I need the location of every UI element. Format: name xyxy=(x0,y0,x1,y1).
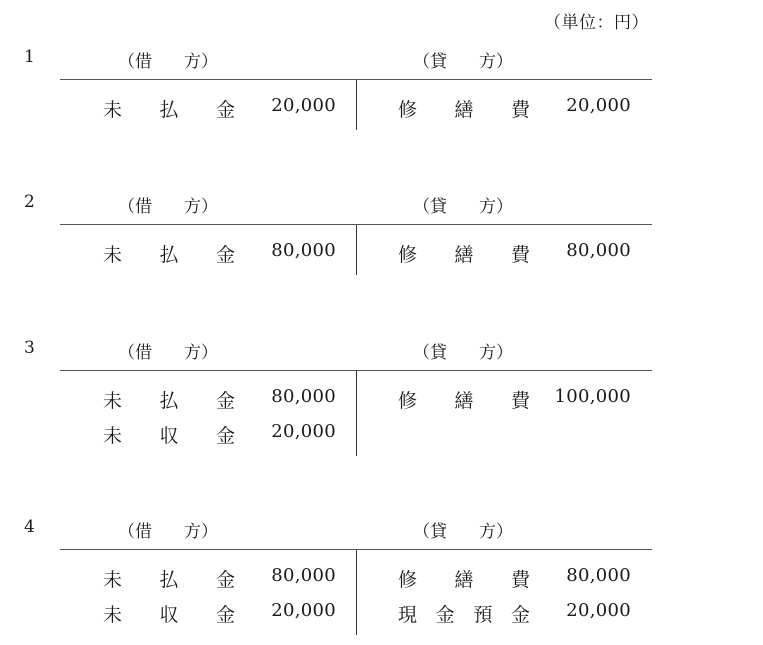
debit-account xyxy=(103,421,235,448)
account-char: 未 xyxy=(103,244,123,266)
account-char: 払 xyxy=(159,99,179,121)
credit-account xyxy=(398,95,530,122)
credit-header-part: 方） xyxy=(479,522,513,542)
debit-header-part: 方） xyxy=(184,522,218,542)
account-char: 費 xyxy=(510,99,530,121)
debit-header xyxy=(118,192,218,217)
credit-amount: 20,000 xyxy=(566,600,631,621)
entry-number: 4 xyxy=(24,517,35,537)
column-divider xyxy=(356,80,357,130)
debit-amount: 20,000 xyxy=(271,600,336,621)
account-char: 金 xyxy=(510,604,530,626)
account-char: 金 xyxy=(215,390,235,412)
account-char: 繕 xyxy=(454,390,474,412)
account-char: 預 xyxy=(473,604,493,626)
account-char: 繕 xyxy=(454,99,474,121)
credit-header-part: 方） xyxy=(479,52,513,72)
account-char: 現 xyxy=(398,604,418,626)
debit-amount: 20,000 xyxy=(271,421,336,442)
debit-header-part: 方） xyxy=(184,197,218,217)
entry-number: 1 xyxy=(24,47,35,67)
account-char: 費 xyxy=(510,569,530,591)
debit-amount: 80,000 xyxy=(271,386,336,407)
account-char: 未 xyxy=(103,99,123,121)
credit-header-part: （貸 xyxy=(413,52,447,72)
credit-header xyxy=(413,47,513,72)
debit-header-part: （借 xyxy=(118,343,152,363)
column-divider xyxy=(356,225,357,275)
debit-header-part: （借 xyxy=(118,52,152,72)
credit-amount: 80,000 xyxy=(566,565,631,586)
credit-account xyxy=(398,565,530,592)
account-char: 費 xyxy=(510,244,530,266)
debit-header-part: 方） xyxy=(184,343,218,363)
credit-header xyxy=(413,517,513,542)
account-char: 修 xyxy=(398,390,418,412)
credit-header xyxy=(413,338,513,363)
debit-account xyxy=(103,600,235,627)
account-char: 修 xyxy=(398,244,418,266)
account-char: 未 xyxy=(103,425,123,447)
debit-header-part: （借 xyxy=(118,522,152,542)
debit-amount: 80,000 xyxy=(271,240,336,261)
credit-amount: 80,000 xyxy=(566,240,631,261)
debit-header-part: 方） xyxy=(184,52,218,72)
account-char: 未 xyxy=(103,604,123,626)
credit-header-part: 方） xyxy=(479,197,513,217)
account-char: 金 xyxy=(435,604,455,626)
account-char: 払 xyxy=(159,569,179,591)
account-char: 繕 xyxy=(454,569,474,591)
credit-account xyxy=(398,240,530,267)
entry-number: 2 xyxy=(24,192,35,212)
account-char: 収 xyxy=(159,604,179,626)
debit-header-part: （借 xyxy=(118,197,152,217)
account-char: 金 xyxy=(215,99,235,121)
account-char: 金 xyxy=(215,244,235,266)
unit-label: （単位：円） xyxy=(544,13,649,33)
credit-amount: 100,000 xyxy=(554,386,631,407)
debit-amount: 20,000 xyxy=(271,95,336,116)
account-char: 未 xyxy=(103,569,123,591)
account-char: 金 xyxy=(215,425,235,447)
debit-account xyxy=(103,240,235,267)
entry-number: 3 xyxy=(24,338,35,358)
account-char: 費 xyxy=(510,390,530,412)
credit-header-part: （貸 xyxy=(413,197,447,217)
account-char: 繕 xyxy=(454,244,474,266)
debit-amount: 80,000 xyxy=(271,565,336,586)
credit-header-part: （貸 xyxy=(413,343,447,363)
account-char: 金 xyxy=(215,604,235,626)
credit-header-part: （貸 xyxy=(413,522,447,542)
debit-header xyxy=(118,517,218,542)
account-char: 未 xyxy=(103,390,123,412)
debit-account xyxy=(103,386,235,413)
credit-header-part: 方） xyxy=(479,343,513,363)
account-char: 修 xyxy=(398,569,418,591)
account-char: 修 xyxy=(398,99,418,121)
debit-account xyxy=(103,95,235,122)
debit-account xyxy=(103,565,235,592)
credit-header xyxy=(413,192,513,217)
debit-header xyxy=(118,47,218,72)
account-char: 金 xyxy=(215,569,235,591)
debit-header xyxy=(118,338,218,363)
column-divider xyxy=(356,371,357,456)
account-char: 払 xyxy=(159,244,179,266)
credit-account xyxy=(398,600,530,627)
credit-amount: 20,000 xyxy=(566,95,631,116)
account-char: 収 xyxy=(159,425,179,447)
credit-account xyxy=(398,386,530,413)
account-char: 払 xyxy=(159,390,179,412)
column-divider xyxy=(356,550,357,635)
